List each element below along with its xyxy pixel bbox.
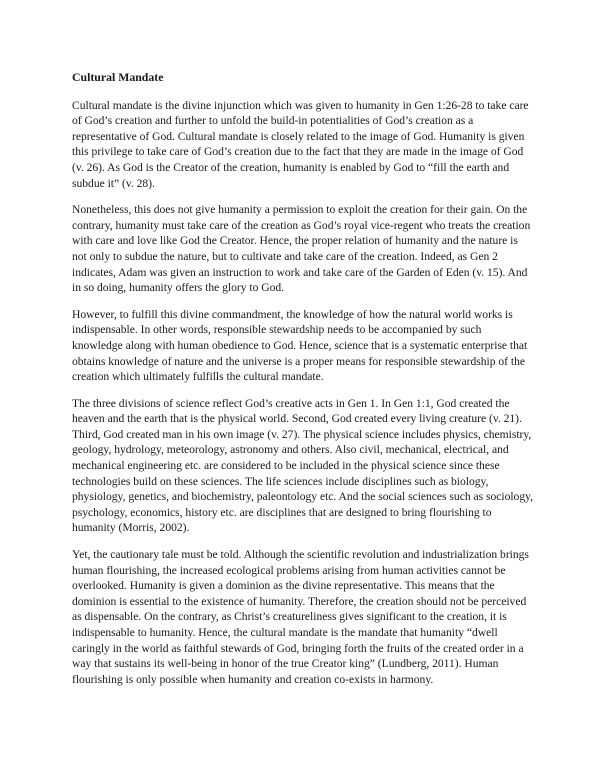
paragraph-4: The three divisions of science reflect God’s creative acts in Gen 1. In Gen 1:1, God created the heaven and the earth that is the physical world. Second, God created every living creature (v. 21). Third, God created man in his own image (v. 27). The physical science includes physics, chemistry, geology, hydrology, meteorology, astronomy and others. Also civil, mechanical, electrical, and mechanical engineering etc. are considered to be included in the physical science since these technologies build on these sciences. The life sciences include disciplines such as biology, physiology, genetics, and biochemistry, paleontology etc. And the social sciences such as sociology, psychology, economics, history etc. are disciplines that are designed to bring flourishing to humanity (Morris, 2002). bbox=[72, 396, 534, 535]
paragraph-3: However, to fulfill this divine commandment, the knowledge of how the natural world works is indispensable. In other words, responsible stewardship needs to be accompanied by such knowledge along with human obedience to God. Hence, science that is a systematic enterprise that obtains knowledge of nature and the universe is a proper means for responsible stewardship of the creation which ultimately fulfills the cultural mandate. bbox=[72, 307, 528, 384]
paragraph-2: Nonetheless, this does not give humanity a permission to exploit the creation for their gain. On the contrary, humanity must take care of the creation as God’s royal vice-regent who treats the creation with care and love like God the Creator. Hence, the proper relation of humanity and the nature is not only to subdue the nature, but to cultivate and take care of the creation. Indeed, as Gen 2 indicates, Adam was given an instruction to work and take care of the Garden of Eden (v. 15). And in so doing, humanity offers the glory to God. bbox=[72, 203, 531, 295]
document-page bbox=[72, 70, 533, 698]
paragraph-1: Cultural mandate is the divine injunction which was given to humanity in Gen 1:26-28 to take care of God’s creation and further to unfold the build-in potentialities of God’s creation as a representative of God. Cultural mandate is closely related to the image of God. Humanity is given this privilege to take care of God’s creation due to the fact that they are made in the image of God (v. 26). As God is the Creator of the creation, humanity is enabled by God to “fill the earth and subdue it” (v. 28). bbox=[72, 98, 529, 190]
section-heading: Cultural Mandate bbox=[72, 70, 164, 84]
paragraph-5: Yet, the cautionary tale must be told. Although the scientific revolution and industrialization brings human flourishing, the increased ecological problems arising from human activities cannot be overlooked. Humanity is given a dominion as the divine representative. This means that the dominion is essential to the existence of humanity. Therefore, the creation should not be perceived as dispensable. On the contrary, as Christ’s creatureliness gives significant to the creation, it is indispensable to humanity. Hence, the cultural mandate is the mandate that humanity “dwell caringly in the world as faithful stewards of God, bringing forth the fruits of the created order in a way that sustains its well-being in honor of the true Creator king” (Lundberg, 2011). Human flourishing is only possible when humanity and creation co-exists in harmony. bbox=[72, 548, 529, 686]
